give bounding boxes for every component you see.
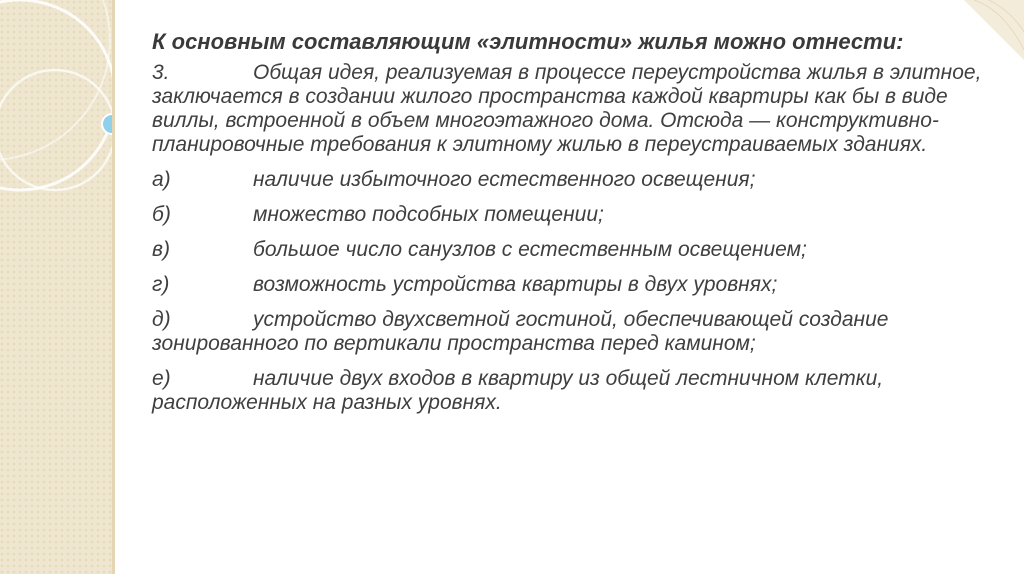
item-text: устройство двухсветной гостиной, обеспечивающей создание зонированного по вертикали пространства перед камином; [152, 308, 889, 355]
decorative-rings [0, 0, 112, 574]
item-text: Общая идея, реализуемая в процессе переустройства жилья в элитное, заключается в создании жилого пространства каждой квартиры как бы в виде виллы, встроенной в объем многоэтажного дома. Отсюда — конструктивно-планировочные требования к элитному жилью в переустраиваемых зданиях. [152, 61, 982, 156]
bubble-icon [102, 114, 112, 134]
item-text: множество подсобных помещении; [253, 203, 604, 226]
item-text: наличие двух входов в квартиру из общей лестничном клетки, расположенных на разных уровнях. [152, 367, 884, 414]
slide-content [152, 30, 982, 426]
panel-edge [112, 0, 115, 574]
list-item [152, 308, 982, 356]
item-marker: г) [152, 273, 170, 296]
item-marker: б) [152, 203, 171, 226]
slide-heading: К основным составляющим «элитности» жилья можно отнести: [152, 29, 904, 54]
decorative-side-panel [0, 0, 112, 574]
item-marker: 3. [152, 61, 170, 84]
item-text: возможность устройства квартиры в двух уровнях; [253, 273, 778, 296]
list-item [152, 367, 982, 415]
list-item [152, 238, 982, 262]
item-marker: в) [152, 238, 170, 261]
list-item [152, 203, 982, 227]
list-item [152, 273, 982, 297]
item-marker: е) [152, 367, 171, 390]
list-item [152, 168, 982, 192]
item-marker: а) [152, 168, 171, 191]
item-text: большое число санузлов с естественным освещением; [253, 238, 807, 261]
list-item [152, 61, 982, 157]
item-marker: д) [152, 308, 171, 331]
item-text: наличие избыточного естественного освещения; [253, 168, 756, 191]
